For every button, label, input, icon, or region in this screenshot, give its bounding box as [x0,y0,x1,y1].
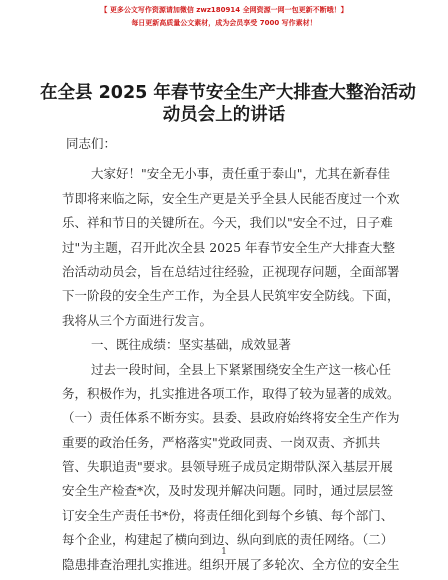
body-line: 乐、祥和节日的关键所在。今天，我们以"安全不过，日子难 [62,215,393,231]
body-line: 每个企业，构建起了横向到边、纵向到底的责任网络。（二） [62,532,394,548]
section-heading: 一、既往成绩：坚实基础，成效显著 [91,337,292,353]
body-line: 过"为主题，召开此次全县 2025 年春节安全生产大排查大整 [62,239,396,255]
salutation: 同志们： [66,136,117,151]
document-title [40,82,416,126]
body-line: 下一阶段的安全生产工作，为全县人民筑牢安全防线。下面， [62,288,400,304]
body-line: 订安全生产责任书*份，将责任细化到每个乡镇、每个部门、 [62,507,394,523]
body-line: 安全生产检查*次，及时发现并解决问题。同时，通过层层签 [62,483,394,499]
body-line: 隐患排查治理扎实推进。组织开展了多轮次、全方位的安全生 [62,556,400,572]
body-line: 治活动动员会，旨在总结过往经验，正视现存问题，全面部署 [62,263,400,279]
promo-banner-line-2: 每日更新高质量公文素材，成为会员享受 7000 写作素材！ [131,19,317,27]
document-body [62,132,400,577]
promo-banner-line-1: 【 更多公文写作资源请加微信 zwz180914 全网资源一网一包更新不断哦！】 [100,6,348,14]
promo-banner [0,4,448,30]
body-line: 务，积极作为，扎实推进各项工作，取得了较为显著的成效。 [62,385,400,401]
page-number: 1 [221,547,227,557]
body-line: 管、失职追责"要求。县领导班子成员定期带队深入基层开展 [62,459,393,475]
body-line: 重要的政治任务，严格落实"党政同责、一岗双责、齐抓共 [62,434,381,450]
body-line: （一）责任体系不断夯实。县委、县政府始终将安全生产作为 [62,410,400,426]
body-line: 节即将来临之际，安全生产更是关乎全县人民能否度过一个欢 [62,190,400,206]
body-line: 大家好！"安全无小事，责任重于泰山"，尤其在新春佳 [91,166,391,182]
document-title-line-1: 在全县 2025 年春节安全生产大排查大整治活动 [40,83,416,103]
body-line: 过去一段时间，全县上下紧紧围绕安全生产这一核心任 [91,361,392,377]
document-title-line-2: 动员会上的讲话 [162,105,286,125]
body-line: 我将从三个方面进行发言。 [62,312,213,328]
